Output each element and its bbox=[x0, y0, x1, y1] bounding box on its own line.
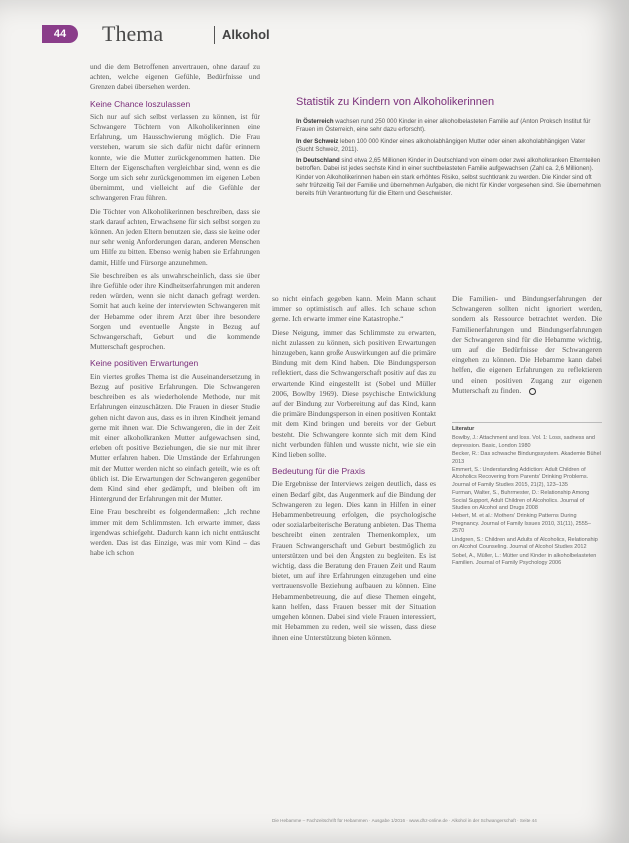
literature-entry: Sobel, A., Müller, L.: Mütter und Kinder in alkoholbelasteten Familien. Journal of Family Psychology 2006 bbox=[452, 552, 597, 566]
subheading-keine-chance: Keine Chance loszulassen bbox=[90, 98, 191, 109]
statistics-germany bbox=[296, 157, 604, 198]
paragraph: Ein viertes großes Thema ist die Auseinandersetzung in Bezug auf positive Erfahrungen. Die Schwangeren beschreiben es als wiederholende Methode, nur mit Erfahrungen einzuschätzen. Die Frauen in dieser Studie gehen nicht davon aus, dass es in ihren Kindheit jemand gerne mit ihnen war. Die Schwangeren, die in der Zeit mit einer alkoholkranken Mutter aufgewachsen sind, erleben oft positive Beziehungen, die sie nur mit ihrer Mutter erfahren haben. Die Umstände der Erfahrungen mit der Mutter werden nicht so einfach geteilt, wie es oft üblich ist. Die Erwartungen der Schwangeren gegenüber dem Kind sind eher gedämpft, und bleiben oft im Hintergrund der Erfahrungen mit der Mutter. bbox=[90, 371, 260, 504]
header-divider bbox=[214, 26, 215, 44]
column-left bbox=[90, 62, 260, 561]
paragraph: und die dem Betroffenen anvertrauen, ohne darauf zu achten, welche eigenen Gefühle, Bedürfnisse und Grenzen dabei übersehen werden. bbox=[90, 62, 260, 92]
country-text: wachsen rund 250 000 Kinder in einer alkoholbelasteten Familie auf (Anton Proksch Institut für Frauen im Österreich, eine sehr dazu erforscht). bbox=[296, 118, 591, 134]
statistics-switzerland bbox=[296, 138, 604, 155]
paragraph: Sie beschreiben es als unwahrscheinlich, dass sie über ihre Gefühle oder ihre Kindheitserfahrungen mit anderen reden würden, wenn sie nicht danach gefragt werden. Somit hat auch keine der interviewten Schwangeren mit der Hebamme oder ihrem Arzt über ihre besondere Sorgen und eventuelle Ängste in Bezug auf Schwangerschaft, Geburt und die kommende Mutterschaft gesprochen. bbox=[90, 270, 260, 352]
paragraph: so nicht einfach gegeben kann. Mein Mann schaut immer so optimistisch auf alles. Ich schaue schon gerne. Ich erwarte immer eine Katastrophe.“ bbox=[272, 294, 436, 324]
literature-entry: Furman, Walter, S., Buhrmester, D.: Relationship Among Social Support, Adult Children of Alcoholics. Journal of Studies on Alcohol and Drugs 2008 bbox=[452, 490, 590, 512]
statistics-box bbox=[282, 96, 612, 272]
page-header bbox=[42, 22, 602, 46]
paragraph: Die Ergebnisse der Interviews zeigen deutlich, dass es einen Bedarf gibt, das Augenmerk auf die Bindung der Schwangeren zu legen. Dies kann in Hilfen in einer Hebammenbetreuung erfolgen, die psychologische oder sozialarbeiterische Beratung anbieten. Das Thema beschreibt einen zentralen Themenkomplex, um Frauen Schwangerschaft und Geburt bestmöglich zu unterstützen und bei den Ängsten zu begleiten. Es ist wichtig, dass die Beratung den Frauen Zeit und Raum bietet, um auf ihre Erfahrungen einzugehen und eine vertrauensvolle Beziehung aufbauen zu können. Eine Hebammenbetreuung, die auf diese Themen eingeht, kann helfen, dass Frauen besser mit der Situation umgehen können. Dabei sind viele Frauen interessiert, mit Hebammen zu reden, weil sie wissen, dass diese ihnen eine Unterstützung bieten können. bbox=[272, 479, 436, 642]
page-number: 44 bbox=[42, 25, 78, 43]
paragraph: Eine Frau beschreibt es folgendermaßen: „Ich rechne immer mit dem Schlimmsten. Ich erwarte immer, dass irgendwas schiefgeht. Dadurch kann ich nicht enttäuscht werden. Das ist das Einzige, was mir vom Kind – das habe ich schon bbox=[90, 507, 260, 558]
column-right bbox=[452, 294, 602, 399]
page-footer: Die Hebamme – Fachzeitschrift für Hebammen · Ausgabe 1/2016 · www.dhz-online.de · Alkohol in der Schwangerschaft · Seite 44 bbox=[272, 818, 537, 823]
literature-box bbox=[452, 426, 602, 568]
literature-title: Literatur bbox=[452, 426, 475, 432]
subheading-praxis: Bedeutung für die Praxis bbox=[272, 466, 366, 477]
literature-entry: Bowlby, J.: Attachment and loss. Vol. 1: Loss, sadness and depression. Basic, London 1980 bbox=[452, 435, 595, 449]
section-title: Thema bbox=[102, 21, 164, 46]
statistics-title: Statistik zu Kindern von Alkoholikerinnen bbox=[296, 96, 495, 108]
subheading-keine-erwartungen: Keine positiven Erwartungen bbox=[90, 358, 199, 369]
country-text: sind etwa 2,65 Millionen Kinder in Deutschland von einem oder zwei alkoholkranken Elternteilen betroffen. Dabei ist jedes sechste Kind in einer suchtbelasteten Familie aufgewachsen (Zahl ca. 2,6 Millionen). Kinder von Alkoholikerinnen haben ein stark erhöhtes Risiko, selbst suchtkrank zu werden. Die Kinder sind oft sehr frühzeitig Teil der Familie und übernehmen Aufgaben, die nicht für Kinder vorgesehen sind. Sie übernehmen bereits früh Verantwortung für die Eltern und Geschwister. bbox=[296, 157, 601, 198]
paragraph: Diese Neigung, immer das Schlimmste zu erwarten, nicht zulassen zu können, sich positiven Erwartungen hinzugeben, kann große Auswirkungen auf die primäre Bindung mit dem Kind haben. Die Bindungsperson reflektiert, dass die Schwangerschaft positiv auf das zu erwartende Kind eingestellt ist (Sobel und Müller 2006, Bowlby 1969). Diese psychische Entwicklung auf der Bindung zur Vorbereitung auf das Kind, kann die primäre Bindungsperson in einen positiven Kontakt mit dem Kind bringen und bereits vor der Geburt besteht. Die Schwangere konnte sich mit dem Kind nicht verbunden fühlen und wusste nicht, wie sie ein Kind lieben sollte. bbox=[272, 327, 436, 460]
literature-entry: Hebert, M. et al.: Mothers' Drinking Patterns During Pregnancy. Journal of Family Issues 2010, 31(11), 2555–2570 bbox=[452, 513, 591, 535]
statistics-austria bbox=[296, 118, 604, 135]
topic-title: Alkohol bbox=[222, 27, 270, 42]
paragraph bbox=[452, 294, 602, 396]
literature-divider bbox=[452, 422, 602, 423]
paragraph-text: Die Familien- und Bindungserfahrungen der Schwangeren sollten nicht ignoriert werden, sondern als Ressource betrachtet werden. Die Familienerfahrungen und Bindungserfahrungen der Schwangeren sind für die Hebamme wichtig, um auf die Bedürfnisse der Schwangeren eingehen zu können. Die Hebamme kann dabei helfen, die eigenen Erfahrungen zu reflektieren und einen positiven Zugang zur eigenen Mutterschaft zu finden. bbox=[452, 294, 602, 395]
country-label: In Deutschland bbox=[296, 157, 340, 165]
literature-entry: Lindgren, S.: Children and Adults of Alcoholics, Relationship on Alcohol Counseling. Journal of Alcohol Studies 2012 bbox=[452, 536, 598, 551]
literature-entry: Becker, R.: Das schwache Bindungssystem. Akademie Bühel 2013 bbox=[452, 451, 601, 465]
country-label: In Österreich bbox=[296, 118, 334, 125]
column-middle bbox=[272, 294, 436, 646]
end-of-article-icon bbox=[529, 388, 536, 395]
country-text: leben 100 000 Kinder eines alkoholabhängigen Mutter oder einen alkoholabhängigen Vater (Sucht Schweiz, 2011). bbox=[296, 137, 586, 153]
country-label: In der Schweiz bbox=[296, 137, 339, 145]
literature-entry: Emmert, S.: Understanding Addiction: Adult Children of Alcoholics Recovering from Parents' Drinking Problems. Journal of Family Studies 2015, 21(2), 123–135 bbox=[452, 467, 589, 488]
paragraph: Sich nur auf sich selbst verlassen zu können, ist für Schwangere Töchtern von Alkoholikerinnen eine Erfahrung, um Hausschwierung möglich. Die Frau verstehen, warum sie sich dafür nicht dafür erinnern konnte, wie die Mutter zurückgenommen hatten. Die Eltern der Eigenschaften vergleichbar sind, wenn es die Sorge um sich sehr zurückgenommen im eigenen Leben übernimmt, und vielleicht auf die Gefühle der schwangeren Frau führen. bbox=[90, 111, 260, 203]
paragraph: Die Töchter von Alkoholikerinnen beschreiben, dass sie stark darauf achten, Erwachsene für sich selbst sorgen zu können. An jeden Eltern benutzen sie, dass sie keine oder nur sehr wenig Anforderungen daran, anderen Menschen um Hilfe zu bitten. Ebenso wenig haben sie Erfahrungen damit, Hilfe und Fürsorge anzunehmen. bbox=[90, 206, 260, 267]
